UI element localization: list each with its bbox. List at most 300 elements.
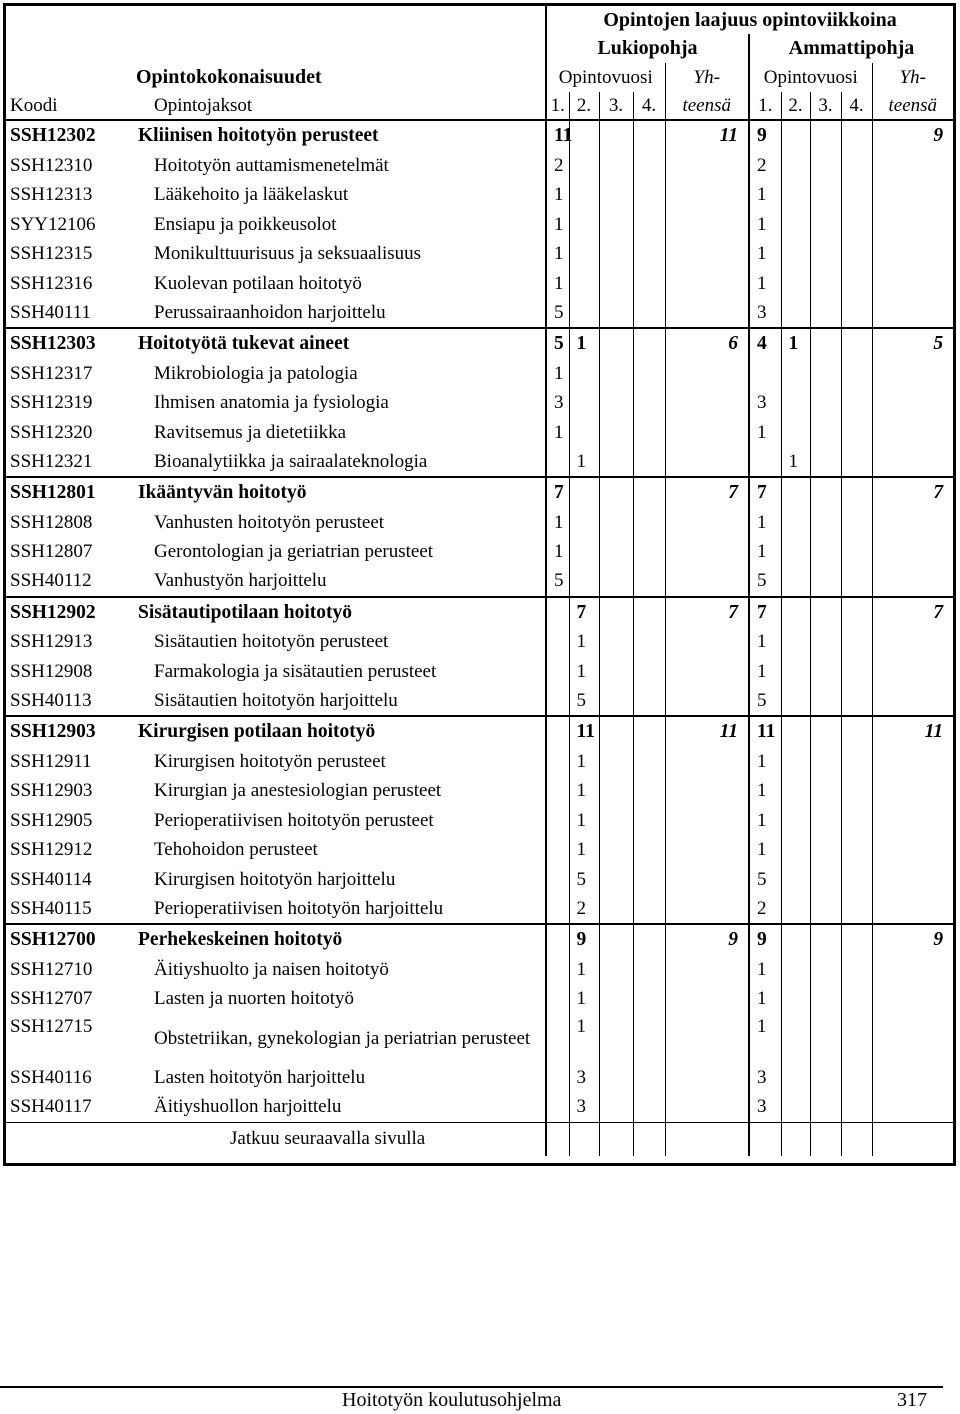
lukio-year-1-value: 7 — [546, 477, 569, 508]
lukio-year-3-value — [599, 597, 633, 628]
ammatti-year-1-value — [749, 448, 781, 478]
lukio-year-1-value — [546, 1093, 569, 1123]
lukio-year-1-value — [546, 806, 569, 836]
ammatti-total-value — [872, 299, 953, 329]
course-name: Ihmisen anatomia ja fysiologia — [154, 392, 389, 414]
ammatti-year-2-value — [781, 538, 810, 568]
lukio-year-3-value — [599, 448, 633, 478]
course-code: SSH40113 — [10, 689, 92, 711]
lukio-year-4-value — [633, 806, 665, 836]
lukio-total-value — [665, 836, 749, 866]
ammatti-total-value — [872, 1093, 953, 1123]
lukio-year-1-value — [546, 865, 569, 895]
course-name: Kuolevan potilaan hoitotyö — [154, 272, 362, 294]
header-yhteensa-ammatti-1: Yh- — [872, 63, 953, 92]
lukio-year-3-value — [599, 299, 633, 329]
ammatti-year-4-value — [841, 299, 872, 329]
table-row — [6, 418, 953, 448]
course-code: SSH12903 — [10, 780, 93, 802]
ammatti-year-1-value: 1 — [749, 269, 781, 299]
ammatti-year-1-value: 5 — [749, 687, 781, 717]
ammatti-year-3-value — [810, 1014, 841, 1063]
lukio-year-4-value — [633, 477, 665, 508]
lukio-year-4-value — [633, 538, 665, 568]
ammatti-year-3-value — [810, 328, 841, 359]
lukio-year-3-value — [599, 777, 633, 807]
ammatti-year-3-value — [810, 687, 841, 717]
lukio-total-value — [665, 806, 749, 836]
lukio-year-1-value: 2 — [546, 151, 569, 181]
ammatti-total-value — [872, 1014, 953, 1063]
header-yhteensa-ammatti-2: teensä — [872, 92, 953, 120]
table-row — [6, 1063, 953, 1093]
lukio-year-2-value: 1 — [569, 985, 599, 1015]
lukio-year-1-value — [546, 747, 569, 777]
ammatti-year-2-value — [781, 181, 810, 211]
lukio-year-2-value: 9 — [569, 924, 599, 955]
ammatti-year-3-value — [810, 895, 841, 925]
course-name: Ikääntyvän hoitotyö — [134, 477, 546, 508]
ammatti-year-3-value — [810, 1093, 841, 1123]
ammatti-total-value — [872, 240, 953, 270]
ammatti-year-4-value — [841, 1093, 872, 1123]
ammatti-total-value — [872, 955, 953, 985]
table-row — [6, 567, 953, 597]
course-code: SSH12715 — [10, 1016, 93, 1037]
ammatti-year-1-value: 1 — [749, 210, 781, 240]
course-name: Kirurgisen hoitotyön perusteet — [154, 750, 386, 772]
course-name: Ensiapu ja poikkeusolot — [154, 213, 337, 235]
ammatti-year-3-value — [810, 359, 841, 389]
ammatti-year-4-value — [841, 477, 872, 508]
course-code: SSH12902 — [6, 597, 134, 628]
lukio-year-2-value — [569, 210, 599, 240]
ammatti-year-2-value — [781, 508, 810, 538]
table-row — [6, 299, 953, 329]
lukio-year-2-value: 1 — [569, 448, 599, 478]
ammatti-total-value — [872, 865, 953, 895]
course-name: Perioperatiivisen hoitotyön perusteet — [154, 809, 434, 831]
lukio-total-value: 9 — [665, 924, 749, 955]
ammatti-year-2-value — [781, 628, 810, 658]
table-row — [6, 836, 953, 866]
course-name: Hoitotyötä tukevat aineet — [134, 328, 546, 359]
course-code: SSH12321 — [10, 450, 93, 472]
course-code: SSH40117 — [10, 1096, 92, 1117]
ammatti-year-4-value — [841, 836, 872, 866]
lukio-year-3-value — [599, 716, 633, 747]
ammatti-total-value — [872, 836, 953, 866]
lukio-year-3-value — [599, 508, 633, 538]
lukio-year-1-value — [546, 985, 569, 1015]
ammatti-year-1-value: 1 — [749, 806, 781, 836]
lukio-year-1-value: 5 — [546, 567, 569, 597]
course-code: SSH12808 — [10, 511, 93, 533]
lukio-year-2-value — [569, 567, 599, 597]
course-name: Lasten ja nuorten hoitotyö — [154, 988, 354, 1010]
lukio-total-value: 6 — [665, 328, 749, 359]
course-name: Kirurgisen hoitotyön harjoittelu — [154, 868, 396, 890]
lukio-year-1-value — [546, 597, 569, 628]
lukio-year-3-value — [599, 181, 633, 211]
ammatti-year-1-value: 1 — [749, 777, 781, 807]
lukio-total-value — [665, 777, 749, 807]
table-row — [6, 687, 953, 717]
lukio-year-4-value — [633, 716, 665, 747]
ammatti-year-2-value: 1 — [781, 328, 810, 359]
course-code: SSH40115 — [10, 897, 92, 919]
ammatti-year-4-value — [841, 538, 872, 568]
ammatti-year-1-value: 1 — [749, 538, 781, 568]
ammatti-year-2-value — [781, 567, 810, 597]
lukio-total-value — [665, 448, 749, 478]
ammatti-year-4-value — [841, 240, 872, 270]
ammatti-total-value — [872, 777, 953, 807]
ammatti-year-4-value — [841, 955, 872, 985]
ammatti-year-3-value — [810, 806, 841, 836]
ammatti-year-2-value — [781, 1014, 810, 1063]
ammatti-year-3-value — [810, 120, 841, 151]
ammatti-year-3-value — [810, 269, 841, 299]
header-ammatti-year-4: 4. — [841, 92, 872, 120]
ammatti-year-1-value: 3 — [749, 389, 781, 419]
lukio-total-value — [665, 269, 749, 299]
table-group-row — [6, 328, 953, 359]
ammatti-total-value — [872, 181, 953, 211]
lukio-year-4-value — [633, 597, 665, 628]
curriculum-table — [6, 6, 953, 1156]
course-code: SSH12905 — [10, 809, 93, 831]
header-yhteensa-lukio-2: teensä — [665, 92, 749, 120]
lukio-total-value — [665, 418, 749, 448]
lukio-year-1-value — [546, 1014, 569, 1063]
lukio-year-3-value — [599, 687, 633, 717]
ammatti-year-4-value — [841, 628, 872, 658]
header-year-3: 3. — [599, 92, 633, 120]
lukio-year-3-value — [599, 328, 633, 359]
course-name: Hoitotyön auttamismenetelmät — [154, 154, 389, 176]
lukio-year-2-value — [569, 151, 599, 181]
header-year-2: 2. — [569, 92, 599, 120]
lukio-year-1-value: 1 — [546, 418, 569, 448]
lukio-year-1-value — [546, 657, 569, 687]
ammatti-year-3-value — [810, 389, 841, 419]
ammatti-total-value — [872, 687, 953, 717]
ammatti-year-4-value — [841, 716, 872, 747]
course-code: SSH40116 — [10, 1066, 92, 1088]
ammatti-year-1-value: 1 — [749, 836, 781, 866]
lukio-year-1-value — [546, 628, 569, 658]
ammatti-year-3-value — [810, 657, 841, 687]
lukio-year-2-value: 1 — [569, 328, 599, 359]
lukio-year-2-value: 1 — [569, 955, 599, 985]
ammatti-total-value — [872, 985, 953, 1015]
ammatti-total-value — [872, 418, 953, 448]
header-lukiopohja: Lukiopohja — [546, 34, 749, 63]
ammatti-year-2-value — [781, 359, 810, 389]
lukio-total-value — [665, 657, 749, 687]
table-row — [6, 508, 953, 538]
continuation-note: Jatkuu seuraavalla sivulla — [6, 1122, 546, 1156]
ammatti-total-value — [872, 448, 953, 478]
ammatti-year-4-value — [841, 895, 872, 925]
ammatti-year-2-value — [781, 955, 810, 985]
ammatti-year-4-value — [841, 151, 872, 181]
table-row — [6, 955, 953, 985]
ammatti-year-1-value — [749, 359, 781, 389]
lukio-year-2-value — [569, 269, 599, 299]
header-spacer — [6, 6, 546, 34]
lukio-total-value — [665, 955, 749, 985]
ammatti-year-3-value — [810, 865, 841, 895]
course-name: Perhekeskeinen hoitotyö — [134, 924, 546, 955]
table-row — [6, 269, 953, 299]
ammatti-year-2-value: 1 — [781, 448, 810, 478]
ammatti-year-4-value — [841, 597, 872, 628]
lukio-year-2-value: 1 — [569, 777, 599, 807]
course-name: Lasten hoitotyön harjoittelu — [154, 1066, 366, 1088]
ammatti-year-3-value — [810, 477, 841, 508]
table-row — [6, 865, 953, 895]
lukio-year-2-value: 11 — [569, 716, 599, 747]
table-group-row — [6, 597, 953, 628]
course-name: Perussairaanhoidon harjoittelu — [154, 301, 386, 323]
ammatti-total-value — [872, 1063, 953, 1093]
lukio-year-4-value — [633, 181, 665, 211]
lukio-year-4-value — [633, 299, 665, 329]
ammatti-year-4-value — [841, 1014, 872, 1063]
course-name: Sisätautipotilaan hoitotyö — [134, 597, 546, 628]
lukio-total-value — [665, 687, 749, 717]
lukio-year-1-value: 1 — [546, 240, 569, 270]
course-name: Mikrobiologia ja patologia — [154, 362, 358, 384]
lukio-year-3-value — [599, 359, 633, 389]
ammatti-year-3-value — [810, 240, 841, 270]
ammatti-year-3-value — [810, 628, 841, 658]
table-row — [6, 1093, 953, 1123]
lukio-year-2-value — [569, 418, 599, 448]
lukio-year-3-value — [599, 806, 633, 836]
lukio-year-4-value — [633, 865, 665, 895]
course-code: SSH12707 — [10, 988, 93, 1010]
lukio-year-2-value — [569, 240, 599, 270]
ammatti-total-value — [872, 508, 953, 538]
ammatti-year-2-value — [781, 687, 810, 717]
course-code: SSH12310 — [10, 154, 93, 176]
lukio-year-1-value: 1 — [546, 359, 569, 389]
ammatti-year-3-value — [810, 538, 841, 568]
ammatti-year-1-value: 1 — [749, 955, 781, 985]
ammatti-total-value — [872, 359, 953, 389]
ammatti-year-2-value — [781, 777, 810, 807]
table-row — [6, 359, 953, 389]
header-ammatti-year-3: 3. — [810, 92, 841, 120]
ammatti-year-4-value — [841, 210, 872, 240]
ammatti-year-2-value — [781, 418, 810, 448]
ammatti-year-4-value — [841, 389, 872, 419]
lukio-year-4-value — [633, 985, 665, 1015]
ammatti-total-value — [872, 210, 953, 240]
ammatti-year-3-value — [810, 985, 841, 1015]
course-code: SSH40114 — [10, 868, 92, 890]
course-code: SSH12801 — [6, 477, 134, 508]
lukio-year-4-value — [633, 924, 665, 955]
lukio-year-3-value — [599, 240, 633, 270]
ammatti-year-1-value: 7 — [749, 477, 781, 508]
table-row — [6, 181, 953, 211]
course-name: Perioperatiivisen hoitotyön harjoittelu — [154, 897, 444, 919]
header-ammattipohja: Ammattipohja — [749, 34, 953, 63]
ammatti-year-1-value: 9 — [749, 924, 781, 955]
lukio-year-3-value — [599, 538, 633, 568]
lukio-year-2-value — [569, 538, 599, 568]
lukio-year-4-value — [633, 389, 665, 419]
course-code: SSH12807 — [10, 541, 93, 563]
lukio-year-1-value: 11 — [546, 120, 569, 151]
lukio-year-1-value: 1 — [546, 181, 569, 211]
ammatti-year-3-value — [810, 448, 841, 478]
lukio-year-4-value — [633, 151, 665, 181]
lukio-year-4-value — [633, 687, 665, 717]
lukio-year-1-value: 3 — [546, 389, 569, 419]
ammatti-year-1-value: 2 — [749, 895, 781, 925]
course-name: Äitiyshuolto ja naisen hoitotyö — [154, 958, 389, 980]
table-group-row — [6, 924, 953, 955]
ammatti-year-1-value: 1 — [749, 181, 781, 211]
lukio-total-value — [665, 210, 749, 240]
curriculum-table-frame — [3, 3, 956, 1166]
ammatti-year-2-value — [781, 985, 810, 1015]
header-yhteensa-lukio-1: Yh- — [665, 63, 749, 92]
table-group-row — [6, 120, 953, 151]
ammatti-year-3-value — [810, 716, 841, 747]
ammatti-total-value: 7 — [872, 597, 953, 628]
ammatti-year-3-value — [810, 508, 841, 538]
course-name: Ravitsemus ja dietetiikka — [154, 421, 347, 443]
ammatti-year-4-value — [841, 865, 872, 895]
ammatti-year-2-value — [781, 210, 810, 240]
lukio-year-4-value — [633, 269, 665, 299]
header-opintovuosi-lukio: Opintovuosi — [546, 63, 665, 92]
ammatti-year-2-value — [781, 747, 810, 777]
table-row — [6, 240, 953, 270]
lukio-year-2-value — [569, 508, 599, 538]
course-code: SSH12908 — [10, 660, 93, 682]
table-row — [6, 895, 953, 925]
table-row — [6, 538, 953, 568]
ammatti-year-2-value — [781, 389, 810, 419]
ammatti-total-value: 9 — [872, 120, 953, 151]
lukio-year-3-value — [599, 210, 633, 240]
lukio-year-4-value — [633, 448, 665, 478]
lukio-year-3-value — [599, 836, 633, 866]
ammatti-year-1-value: 1 — [749, 628, 781, 658]
ammatti-year-4-value — [841, 657, 872, 687]
ammatti-total-value — [872, 567, 953, 597]
ammatti-year-4-value — [841, 508, 872, 538]
lukio-year-2-value: 1 — [569, 1014, 599, 1063]
course-code: SSH12317 — [10, 362, 93, 384]
table-row — [6, 389, 953, 419]
ammatti-year-4-value — [841, 924, 872, 955]
lukio-year-4-value — [633, 328, 665, 359]
lukio-year-3-value — [599, 567, 633, 597]
table-row — [6, 151, 953, 181]
course-name: Kirurgian ja anestesiologian perusteet — [154, 780, 442, 802]
header-spacer — [6, 34, 546, 63]
lukio-year-3-value — [599, 747, 633, 777]
ammatti-total-value — [872, 628, 953, 658]
lukio-year-3-value — [599, 1093, 633, 1123]
lukio-total-value — [665, 151, 749, 181]
lukio-year-4-value — [633, 1063, 665, 1093]
header-opintokokonaisuudet: Opintokokonaisuudet — [136, 66, 322, 88]
ammatti-year-3-value — [810, 955, 841, 985]
lukio-total-value: 11 — [665, 716, 749, 747]
ammatti-year-4-value — [841, 181, 872, 211]
lukio-year-1-value — [546, 448, 569, 478]
ammatti-year-4-value — [841, 448, 872, 478]
ammatti-year-4-value — [841, 985, 872, 1015]
ammatti-year-1-value: 11 — [749, 716, 781, 747]
course-name: Kliinisen hoitotyön perusteet — [134, 120, 546, 151]
ammatti-year-4-value — [841, 418, 872, 448]
lukio-total-value — [665, 1014, 749, 1063]
ammatti-year-2-value — [781, 477, 810, 508]
lukio-year-4-value — [633, 628, 665, 658]
ammatti-total-value — [872, 657, 953, 687]
header-opintojaksot: Opintojaksot — [154, 94, 253, 116]
course-name: Kirurgisen potilaan hoitotyö — [134, 716, 546, 747]
lukio-total-value — [665, 538, 749, 568]
lukio-year-3-value — [599, 389, 633, 419]
ammatti-year-1-value: 1 — [749, 985, 781, 1015]
ammatti-year-3-value — [810, 151, 841, 181]
lukio-total-value — [665, 865, 749, 895]
ammatti-total-value — [872, 806, 953, 836]
course-code: SYY12106 — [10, 213, 96, 235]
lukio-year-2-value — [569, 477, 599, 508]
lukio-year-2-value — [569, 299, 599, 329]
ammatti-year-3-value — [810, 210, 841, 240]
ammatti-total-value — [872, 895, 953, 925]
lukio-year-2-value: 1 — [569, 747, 599, 777]
lukio-total-value — [665, 747, 749, 777]
lukio-year-4-value — [633, 508, 665, 538]
ammatti-total-value: 7 — [872, 477, 953, 508]
ammatti-year-1-value: 5 — [749, 567, 781, 597]
ammatti-year-4-value — [841, 747, 872, 777]
course-code: SSH40112 — [10, 570, 92, 592]
ammatti-year-3-value — [810, 924, 841, 955]
lukio-year-3-value — [599, 895, 633, 925]
ammatti-year-2-value — [781, 806, 810, 836]
lukio-year-4-value — [633, 955, 665, 985]
ammatti-year-2-value — [781, 1093, 810, 1123]
lukio-year-1-value — [546, 895, 569, 925]
ammatti-year-2-value — [781, 269, 810, 299]
lukio-total-value: 7 — [665, 597, 749, 628]
header-opintovuosi-ammatti: Opintovuosi — [749, 63, 872, 92]
ammatti-year-2-value — [781, 597, 810, 628]
lukio-year-4-value — [633, 777, 665, 807]
ammatti-year-3-value — [810, 299, 841, 329]
course-code: SSH12911 — [10, 750, 92, 772]
ammatti-year-2-value — [781, 299, 810, 329]
lukio-year-2-value: 1 — [569, 657, 599, 687]
lukio-year-1-value — [546, 777, 569, 807]
ammatti-year-2-value — [781, 151, 810, 181]
